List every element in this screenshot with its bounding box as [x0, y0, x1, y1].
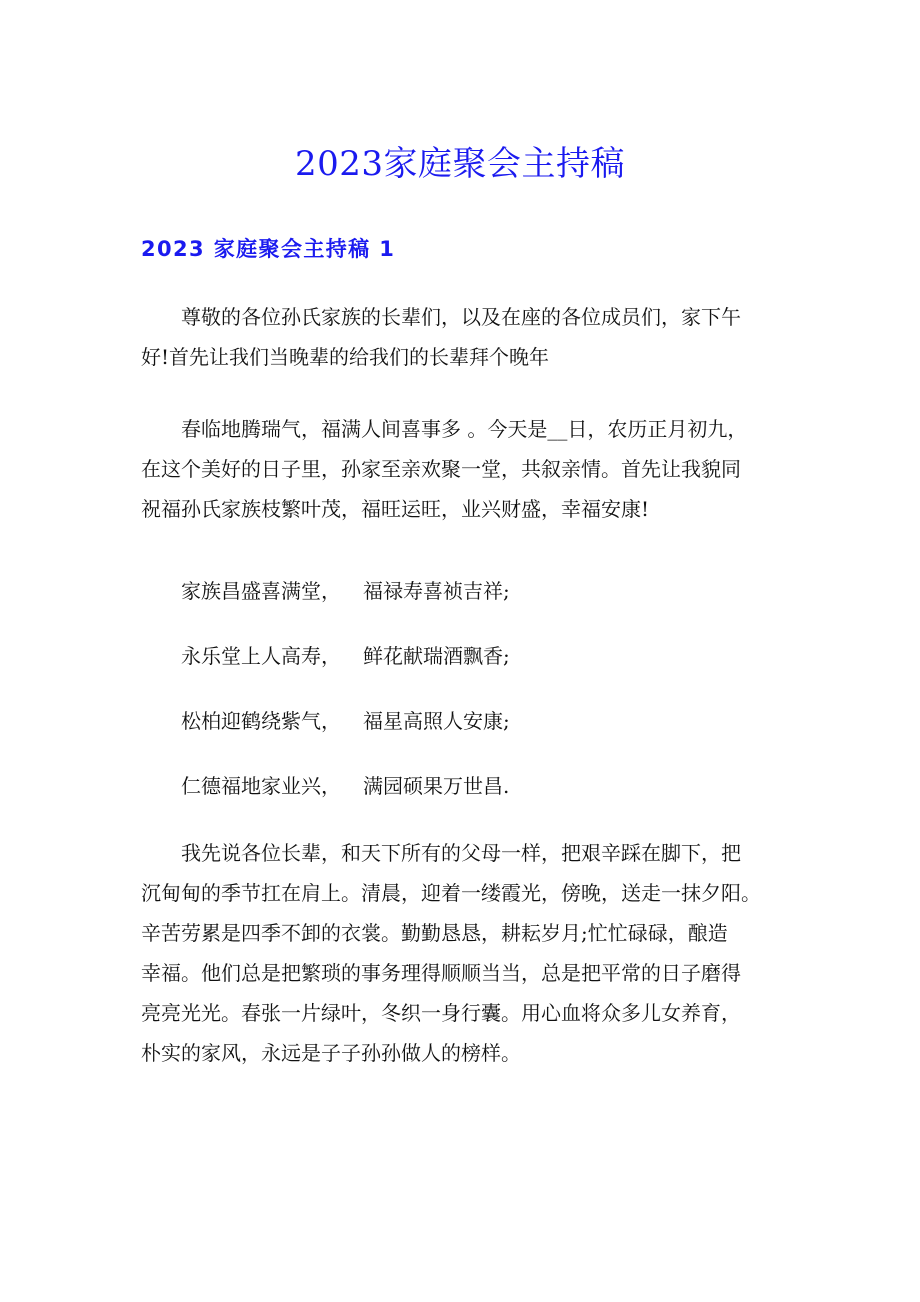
paragraph-line: 祝福孙氏家族枝繁叶茂，福旺运旺，业兴财盛，幸福安康! — [141, 497, 650, 521]
section-heading: 2023 家庭聚会主持稿 1 — [141, 237, 396, 261]
verse-second-half: 福禄寿喜祯吉祥; — [363, 579, 510, 603]
paragraph-line: 尊敬的各位孙氏家族的长辈们，以及在座的各位成员们，家下午 — [181, 305, 741, 329]
paragraph-line: 幸福。他们总是把繁琐的事务理得顺顺当当，总是把平常的日子磨得 — [141, 961, 741, 985]
verse-line — [181, 701, 510, 741]
paragraph-line: 朴实的家风，永远是子子孙孙做人的榜样。 — [141, 1041, 521, 1065]
paragraph-line: 春临地腾瑞气，福满人间喜事多 。今天是__日，农历正月初九， — [181, 417, 748, 441]
paragraph-line: 亮亮光光。春张一片绿叶，冬织一身行囊。用心血将众多儿女养育， — [141, 1001, 741, 1025]
document-title: 2023家庭聚会主持稿 — [294, 144, 626, 184]
verse-line — [181, 636, 510, 676]
verse-first-half: 永乐堂上人高寿， — [181, 644, 341, 668]
paragraph-line: 我先说各位长辈，和天下所有的父母一样，把艰辛踩在脚下，把 — [181, 841, 741, 865]
verse-line — [181, 571, 510, 611]
verse-first-half: 家族昌盛喜满堂， — [181, 579, 341, 603]
paragraph-line: 好!首先让我们当晚辈的给我们的长辈拜个晚年 — [141, 345, 550, 369]
paragraph-elders — [141, 833, 781, 1073]
paragraph-opening — [141, 409, 781, 529]
paragraph-greeting — [141, 297, 781, 377]
verse-first-half: 松柏迎鹤绕紫气， — [181, 709, 341, 733]
verse-first-half: 仁德福地家业兴， — [181, 774, 341, 798]
verse-line — [181, 766, 509, 806]
verse-second-half: 满园硕果万世昌. — [363, 774, 510, 798]
paragraph-line: 沉甸甸的季节扛在肩上。清晨，迎着一缕霞光，傍晚，送走一抹夕阳。 — [141, 881, 761, 905]
verse-second-half: 鲜花献瑞酒飘香; — [363, 644, 510, 668]
verse-second-half: 福星高照人安康; — [363, 709, 510, 733]
paragraph-line: 辛苦劳累是四季不卸的衣裳。勤勤恳恳，耕耘岁月;忙忙碌碌，酿造 — [141, 921, 728, 945]
paragraph-line: 在这个美好的日子里，孙家至亲欢聚一堂，共叙亲情。首先让我貌同 — [141, 457, 741, 481]
